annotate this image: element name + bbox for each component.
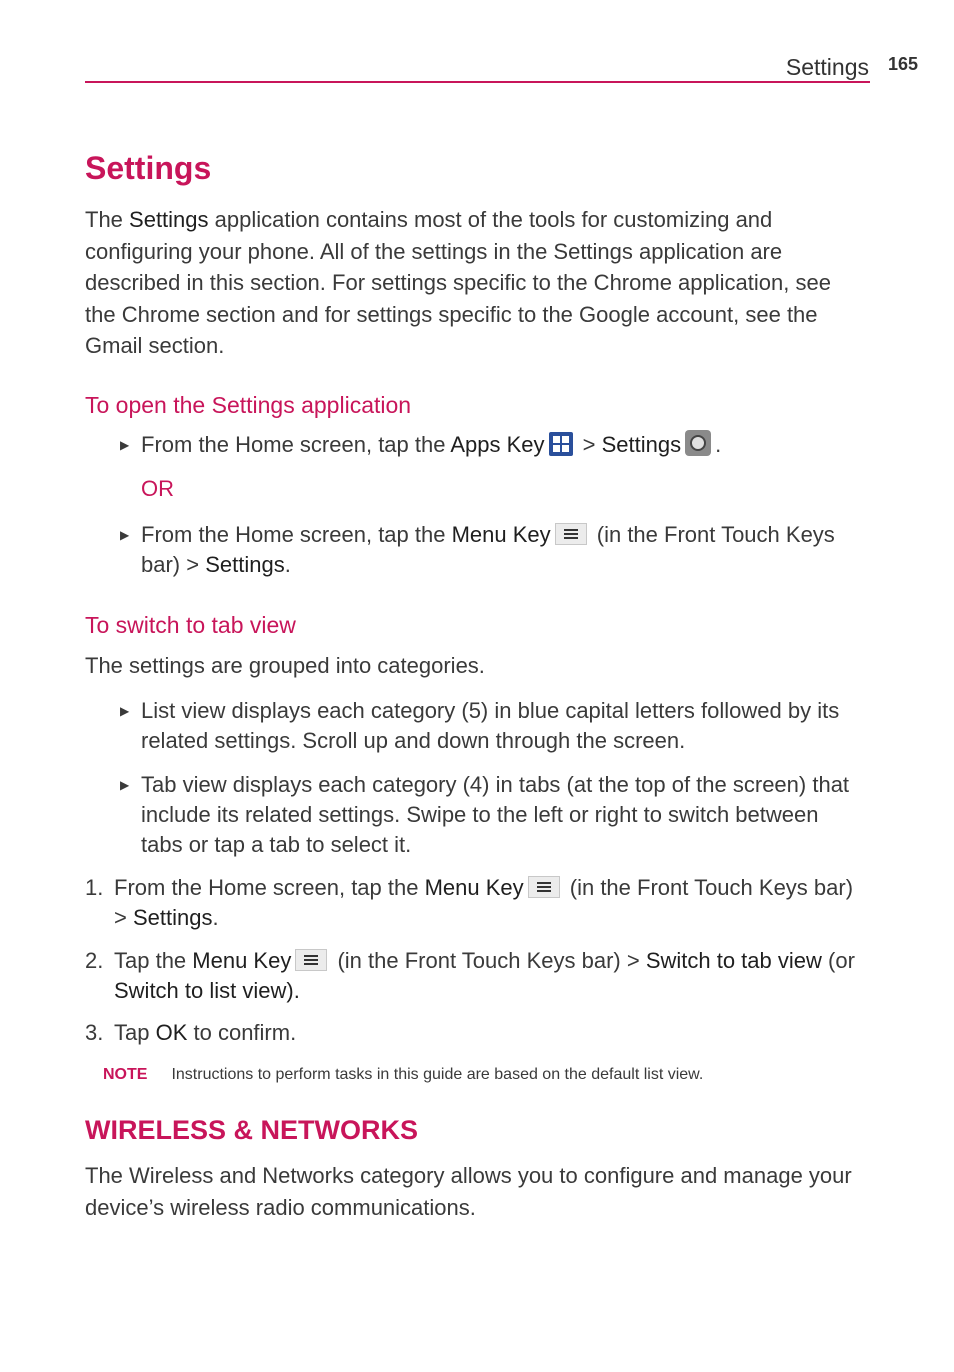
page-title: Settings bbox=[85, 150, 212, 186]
wireless-networks-heading: WIRELESS & NETWORKS bbox=[85, 1115, 419, 1145]
note-label: NOTE bbox=[103, 1066, 148, 1083]
list-item: ▶ Tab view displays each category (4) in tabs (at the top of the screen) that include its related settings. Swipe to the left or right to switch between tabs or tap a tab to select it. bbox=[120, 772, 850, 857]
list-item: ▶ From the Home screen, tap the Apps Key > Settings . bbox=[120, 430, 860, 460]
tab-view-heading: To switch to tab view bbox=[85, 612, 296, 638]
bullet-arrow-icon: ▶ bbox=[120, 528, 130, 542]
step-1: 1. From the Home screen, tap the Menu Key (in the Front Touch Keys bar) > Settings. bbox=[85, 875, 854, 930]
settings-gear-icon bbox=[685, 430, 711, 456]
header-section-title: Settings bbox=[785, 54, 869, 80]
bullet-arrow-icon: ▶ bbox=[120, 778, 130, 792]
step-2: 2. Tap the Menu Key (in the Front Touch Keys bar) > Switch to tab view (or Switch to list view). bbox=[85, 948, 855, 1003]
settings-term: Settings bbox=[129, 207, 209, 232]
list-item: ▶ List view displays each category (5) in blue capital letters followed by its related settings. Scroll up and down through the screen. bbox=[120, 698, 840, 753]
wireless-paragraph: The Wireless and Networks category allows you to configure and manage your device’s wireless radio communications. bbox=[85, 1163, 852, 1220]
bullet-arrow-icon: ▶ bbox=[120, 438, 130, 452]
step-3: 3. Tap OK to confirm. bbox=[85, 1020, 297, 1045]
tab-view-intro: The settings are grouped into categories. bbox=[85, 653, 485, 678]
intro-paragraph: The Settings application contains most of the tools for customizing and configuring your phone. All of the settings in the Settings application are described in this section. For settings specific to the Chrome application, see the Chrome section and for settings specific to the Google account, see the Gmail section. bbox=[85, 207, 831, 359]
note bbox=[103, 1066, 703, 1084]
or-label: OR bbox=[141, 476, 174, 501]
menu-key-icon bbox=[528, 876, 560, 898]
page-header bbox=[85, 50, 918, 84]
header-rule bbox=[85, 81, 870, 83]
apps-key-icon bbox=[549, 432, 573, 456]
note-text: Instructions to perform tasks in this guide are based on the default list view. bbox=[171, 1066, 704, 1083]
menu-key-icon bbox=[295, 949, 327, 971]
bullet-arrow-icon: ▶ bbox=[120, 704, 130, 718]
open-settings-heading: To open the Settings application bbox=[85, 392, 412, 418]
page-number: 165 bbox=[887, 54, 918, 74]
menu-key-icon bbox=[555, 523, 587, 545]
list-item: ▶ From the Home screen, tap the Menu Key (in the Front Touch Keys bar) > Settings. bbox=[120, 522, 835, 577]
